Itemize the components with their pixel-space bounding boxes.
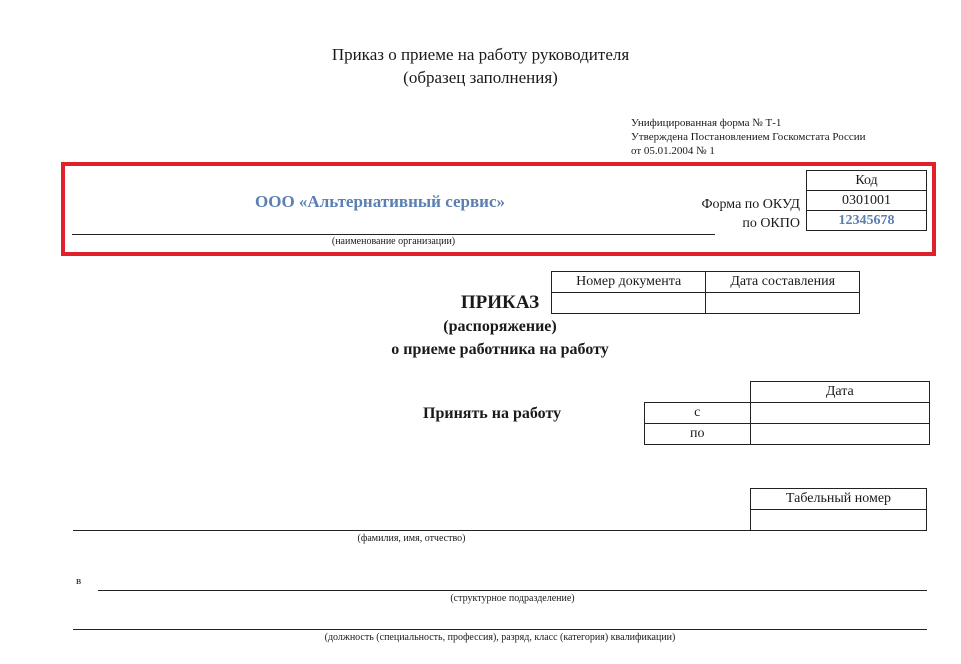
document-subtitle: (образец заполнения) (403, 68, 558, 87)
hire-date-blank (645, 382, 751, 403)
code-header: Код (807, 171, 927, 191)
hire-to-label: по (645, 424, 751, 445)
order-purpose: о приеме работника на работу (391, 341, 609, 358)
personnel-number-table (750, 488, 927, 531)
okpo-label: по ОКПО (742, 216, 800, 231)
hire-label: Принять на работу (423, 405, 562, 422)
approval-line: Утверждена Постановлением Госкомстата России (631, 131, 866, 143)
hire-date-header: Дата (750, 382, 929, 403)
hire-from-label: с (645, 403, 751, 424)
okud-label: Форма по ОКУД (701, 197, 800, 212)
unified-form-note (631, 116, 866, 158)
organization-caption: (наименование организации) (331, 236, 456, 247)
document-number-header: Номер документа (552, 272, 706, 293)
hire-to-cell[interactable] (750, 424, 929, 445)
document-date-header: Дата составления (706, 272, 860, 293)
approval-date-line: от 05.01.2004 № 1 (631, 145, 715, 157)
personnel-number-header: Табельный номер (751, 489, 927, 510)
unified-form-line: Унифицированная форма № Т-1 (631, 117, 782, 129)
fio-caption: (фамилия, имя, отчество) (357, 533, 466, 544)
okpo-value[interactable]: 12345678 (807, 211, 927, 231)
in-prefix: в (76, 575, 82, 587)
document-title: Приказ о приеме на работу руководителя (331, 45, 630, 64)
organization-name[interactable]: ООО «Альтернативный сервис» (255, 192, 505, 211)
hire-from-cell[interactable] (750, 403, 929, 424)
code-table (806, 170, 927, 231)
position-caption: (должность (специальность, профессия), разряд, класс (категория) квалификации) (324, 632, 676, 643)
okud-value[interactable]: 0301001 (807, 191, 927, 211)
personnel-number-cell[interactable] (751, 510, 927, 531)
organization-underline (72, 234, 715, 235)
order-subtitle: (распоряжение) (443, 318, 557, 335)
order-title: ПРИКАЗ (460, 292, 540, 313)
hire-date-table (644, 381, 930, 445)
department-caption: (структурное подразделение) (450, 593, 575, 604)
document-date-cell[interactable] (706, 293, 860, 314)
fio-underline (73, 530, 750, 531)
department-underline (98, 590, 927, 591)
position-underline (73, 629, 927, 630)
